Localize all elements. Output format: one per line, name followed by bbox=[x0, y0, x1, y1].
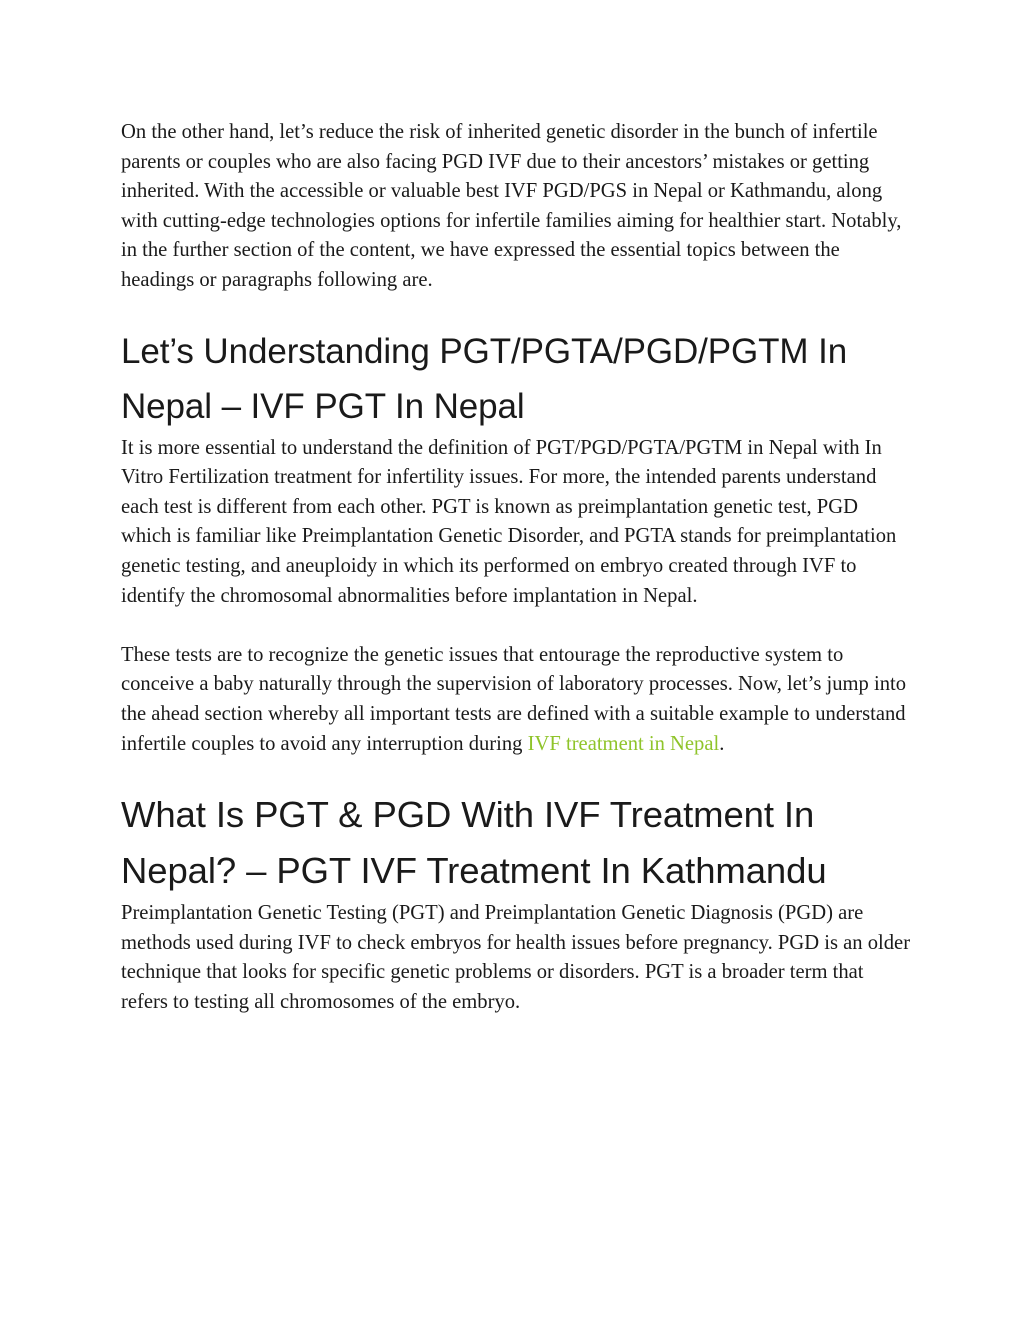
ivf-treatment-link[interactable]: IVF treatment in Nepal bbox=[527, 732, 720, 755]
document-page bbox=[121, 118, 911, 1017]
genetic-tests-text: These tests are to recognize the genetic issues that entourage the reproductive system to conceive a baby naturally through the supervision of laboratory processes. Now, let’s jump into the ahead section whereby all important tests are defined with a suitable example to understand infertile couples to avoid any interruption during bbox=[121, 643, 907, 755]
heading-what-is-pgt-pgd-text: What Is PGT & PGD With IVF Treatment In Nepal? – PGT IVF Treatment In Kathmandu bbox=[121, 794, 827, 892]
intro-paragraph: On the other hand, let’s reduce the risk of inherited genetic disorder in the bunch of infertile parents or couples who are also facing PGD IVF due to their ancestors’ mistakes or getting inherited. With the accessible or valuable best IVF PGD/PGS in Nepal or Kathmandu, along with cutting-edge technologies options for infertile families aiming for healthier start. Notably, in the further section of the content, we have expressed the essential topics between the headings or paragraphs following are. bbox=[121, 121, 902, 291]
pgt-definition-paragraph: It is more essential to understand the definition of PGT/PGD/PGTA/PGTM in Nepal with In Vitro Fertilization treatment for infertility issues. For more, the intended parents understand each test is different from each other. PGT is known as preimplantation genetic test, PGD which is familiar like Preimplantation Genetic Disorder, and PGTA stands for preimplantation genetic testing, and aneuploidy in which its performed on embryo created through IVF to identify the chromosomal abnormalities before implantation in Nepal. bbox=[121, 436, 897, 607]
genetic-tests-text-end: . bbox=[719, 732, 725, 755]
pgt-pgd-methods-paragraph: Preimplantation Genetic Testing (PGT) and Preimplantation Genetic Diagnosis (PGD) are methods used during IVF to check embryos for health issues before pregnancy. PGD is an older technique that looks for specific genetic problems or disorders. PGT is a broader term that refers to testing all chromosomes of the embryo. bbox=[121, 902, 911, 1013]
heading-what-is-pgt-pgd bbox=[121, 787, 911, 899]
genetic-tests-paragraph bbox=[121, 641, 911, 759]
heading-understanding-pgt: Let’s Understanding PGT/PGTA/PGD/PGTM In Nepal – IVF PGT In Nepal bbox=[121, 331, 848, 426]
